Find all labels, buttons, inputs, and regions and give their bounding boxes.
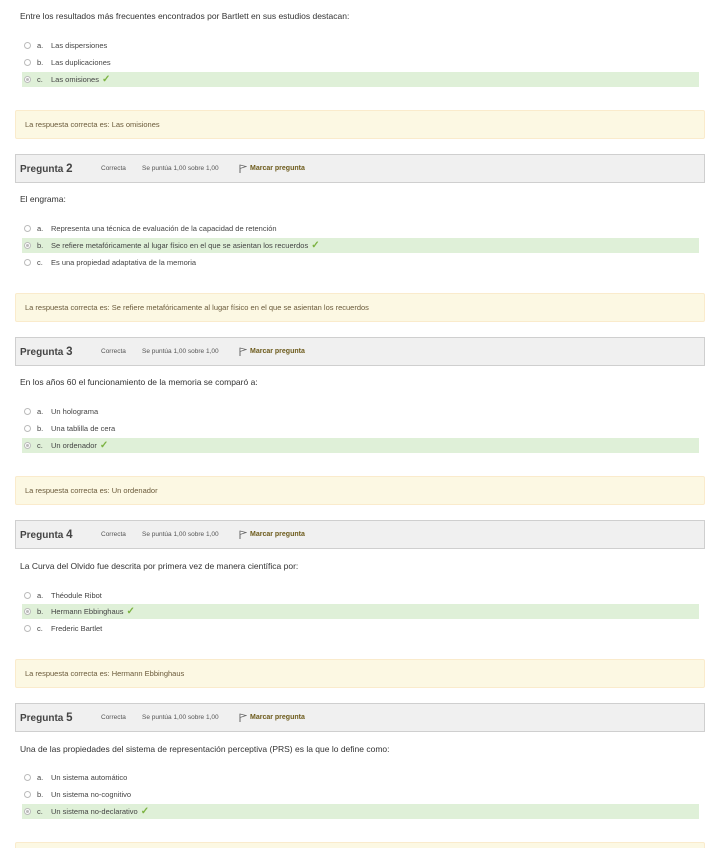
answer-option-c[interactable] xyxy=(22,621,699,636)
flag-icon xyxy=(239,530,247,539)
answer-option-a[interactable] xyxy=(22,770,699,785)
option-label: Las duplicaciones xyxy=(51,58,111,67)
option-letter: a. xyxy=(37,41,44,50)
answer-option-c[interactable] xyxy=(22,438,699,453)
radio-icon[interactable] xyxy=(24,42,31,49)
question-text: En los años 60 el funcionamiento de la memoria se comparó a: xyxy=(20,377,258,387)
option-letter: a. xyxy=(37,773,44,782)
right-answer-feedback xyxy=(15,110,705,139)
question-header xyxy=(15,154,705,183)
question-grade: Se puntúa 1,00 sobre 1,00 xyxy=(142,348,219,355)
radio-icon[interactable] xyxy=(24,774,31,781)
question-state: Correcta xyxy=(101,714,126,721)
question-label: Pregunta xyxy=(20,346,64,358)
question-text: Una de las propiedades del sistema de representación perceptiva (PRS) es la que lo define como: xyxy=(20,744,390,754)
option-label: Las dispersiones xyxy=(51,41,108,50)
question-header xyxy=(15,520,705,549)
flag-question-link[interactable] xyxy=(239,164,305,173)
right-answer-feedback xyxy=(15,293,705,322)
question-text: La Curva del Olvido fue descrita por primera vez de manera científica por: xyxy=(20,561,299,571)
question-state: Correcta xyxy=(101,531,126,538)
question-label: Pregunta xyxy=(20,712,64,724)
question-number: 5 xyxy=(66,711,73,724)
option-letter: c. xyxy=(37,624,43,633)
right-answer-feedback xyxy=(15,659,705,688)
radio-icon[interactable] xyxy=(24,408,31,415)
option-letter: c. xyxy=(37,258,43,267)
option-letter: b. xyxy=(37,58,44,67)
right-answer-feedback xyxy=(15,476,705,505)
option-letter: a. xyxy=(37,407,44,416)
question-number: 2 xyxy=(66,162,73,175)
radio-icon[interactable] xyxy=(24,59,31,66)
flag-label: Marcar pregunta xyxy=(250,531,305,538)
check-icon: ✓ xyxy=(140,806,150,817)
flag-label: Marcar pregunta xyxy=(250,165,305,172)
question-header xyxy=(15,703,705,732)
answer-option-c[interactable] xyxy=(22,72,699,87)
answer-option-b[interactable] xyxy=(22,604,699,619)
check-icon: ✓ xyxy=(126,606,135,617)
radio-icon[interactable] xyxy=(24,259,31,266)
flag-label: Marcar pregunta xyxy=(250,714,305,721)
option-letter: a. xyxy=(37,224,44,233)
question-number: 3 xyxy=(66,345,73,358)
check-icon: ✓ xyxy=(101,74,111,85)
answer-option-c[interactable] xyxy=(22,804,699,819)
radio-icon[interactable] xyxy=(24,242,31,249)
option-label: Las omisiones xyxy=(51,75,99,84)
question-label: Pregunta xyxy=(20,529,64,541)
answer-option-a[interactable] xyxy=(22,221,699,236)
question-state: Correcta xyxy=(101,348,126,355)
question-text: Entre los resultados más frecuentes encontrados por Bartlett en sus estudios destacan: xyxy=(20,11,350,21)
option-letter: b. xyxy=(37,241,44,250)
option-label: Representa una técnica de evaluación de la capacidad de retención xyxy=(51,224,277,233)
flag-question-link[interactable] xyxy=(239,347,305,356)
answer-option-b[interactable] xyxy=(22,421,699,436)
question-grade: Se puntúa 1,00 sobre 1,00 xyxy=(142,531,219,538)
question-title xyxy=(20,346,101,358)
answer-option-a[interactable] xyxy=(22,404,699,419)
feedback-text: La respuesta correcta es: Hermann Ebbinghaus xyxy=(25,669,185,678)
flag-label: Marcar pregunta xyxy=(250,348,305,355)
radio-icon[interactable] xyxy=(24,625,31,632)
radio-icon[interactable] xyxy=(24,76,31,83)
radio-icon[interactable] xyxy=(24,442,31,449)
question-header xyxy=(15,337,705,366)
check-icon: ✓ xyxy=(311,240,320,251)
answer-option-b[interactable] xyxy=(22,238,699,253)
option-label: Frederic Bartlet xyxy=(51,624,103,633)
option-label: Es una propiedad adaptativa de la memoria xyxy=(51,258,197,267)
question-label: Pregunta xyxy=(20,163,64,175)
option-letter: b. xyxy=(37,607,44,616)
option-label: Un sistema automático xyxy=(51,773,128,782)
option-letter: c. xyxy=(37,807,43,816)
option-label: Se refiere metafóricamente al lugar físico en el que se asientan los recuerdos xyxy=(51,241,309,250)
option-label: Hermann Ebbinghaus xyxy=(51,607,124,616)
question-title xyxy=(20,163,101,175)
option-label: Un holograma xyxy=(51,407,99,416)
answer-option-a[interactable] xyxy=(22,38,699,53)
radio-icon[interactable] xyxy=(24,808,31,815)
radio-icon[interactable] xyxy=(24,791,31,798)
radio-icon[interactable] xyxy=(24,225,31,232)
feedback-text: La respuesta correcta es: Se refiere metafóricamente al lugar físico en el que se asientan los recuerdos xyxy=(25,303,369,312)
option-letter: c. xyxy=(37,75,43,84)
option-label: Un sistema no-cognitivo xyxy=(51,790,132,799)
answer-option-b[interactable] xyxy=(22,787,699,802)
option-letter: b. xyxy=(37,424,44,433)
answer-option-c[interactable] xyxy=(22,255,699,270)
option-letter: b. xyxy=(37,790,44,799)
option-letter: a. xyxy=(37,591,44,600)
flag-icon xyxy=(239,713,247,722)
question-text: El engrama: xyxy=(20,194,66,204)
option-label: Una tablilla de cera xyxy=(51,424,116,433)
radio-icon[interactable] xyxy=(24,608,31,615)
feedback-text: La respuesta correcta es: Un ordenador xyxy=(25,486,158,495)
question-title xyxy=(20,529,101,541)
flag-icon xyxy=(239,164,247,173)
question-grade: Se puntúa 1,00 sobre 1,00 xyxy=(142,714,219,721)
question-grade: Se puntúa 1,00 sobre 1,00 xyxy=(142,165,219,172)
option-letter: c. xyxy=(37,441,43,450)
flag-icon xyxy=(239,347,247,356)
question-number: 4 xyxy=(66,528,73,541)
answer-option-b[interactable] xyxy=(22,55,699,70)
flag-question-link[interactable] xyxy=(239,530,305,539)
radio-icon[interactable] xyxy=(24,425,31,432)
flag-question-link[interactable] xyxy=(239,713,305,722)
option-label: Un sistema no-declarativo xyxy=(51,807,138,816)
question-state: Correcta xyxy=(101,165,126,172)
radio-icon[interactable] xyxy=(24,592,31,599)
check-icon: ✓ xyxy=(99,440,109,451)
right-answer-feedback xyxy=(15,842,705,848)
option-label: Théodule Ribot xyxy=(51,591,102,600)
option-label: Un ordenador xyxy=(51,441,97,450)
answer-option-a[interactable] xyxy=(22,588,699,603)
feedback-text: La respuesta correcta es: Las omisiones xyxy=(25,120,160,129)
question-title xyxy=(20,712,101,724)
